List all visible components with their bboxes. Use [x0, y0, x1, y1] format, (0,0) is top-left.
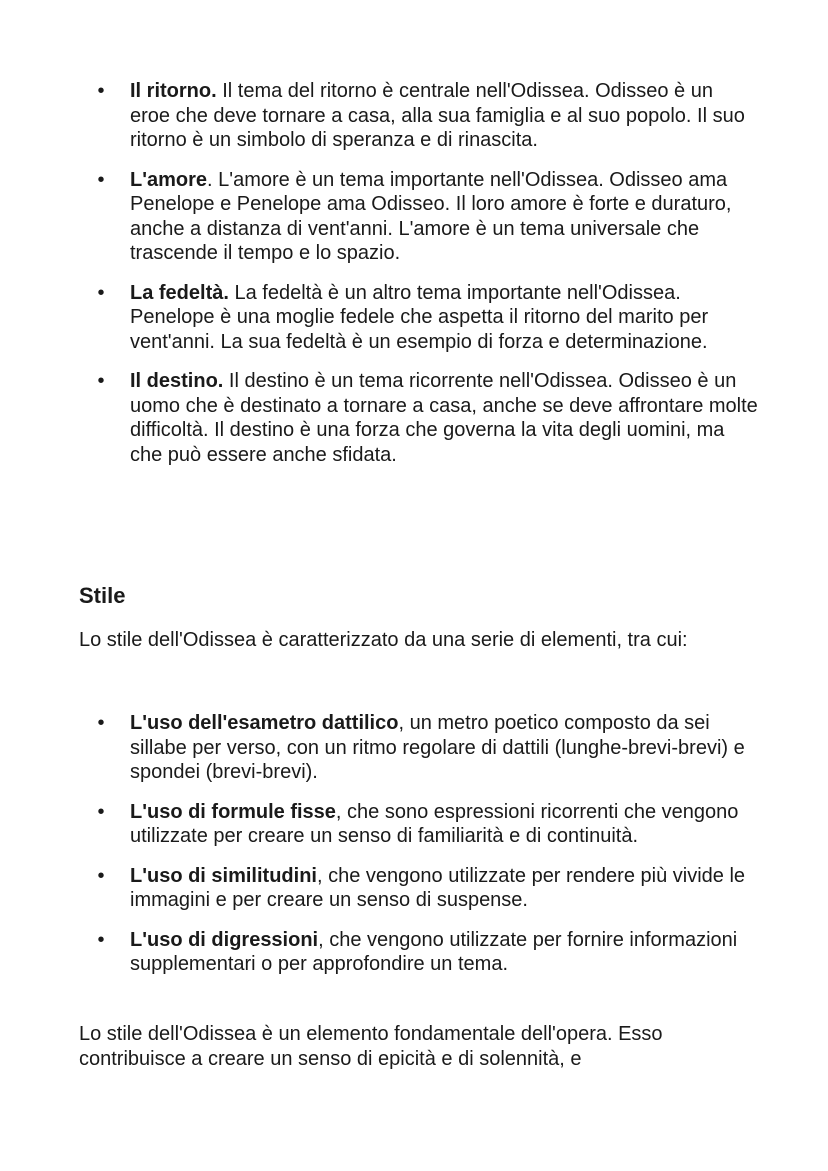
list-item [0, 711, 828, 785]
item-text: Il destino è un tema ricorrente nell'Odissea. Odisseo è un uomo che è destinato a tornare a casa, anche se deve affrontare molte difficoltà. Il destino è una forza che governa la vita degli uomini, ma che può essere anche sfidata. [130, 370, 758, 466]
bullet-icon: • [97, 928, 105, 951]
bullet-icon: • [97, 712, 105, 734]
item-term: L'uso dell'esametro dattilico [130, 712, 399, 734]
bullet-icon: • [97, 281, 105, 304]
bullet-icon: • [97, 370, 105, 392]
item-text: Il tema del ritorno è centrale nell'Odissea. Odisseo è un eroe che deve tornare a casa, alla sua famiglia e al suo popolo. Il suo ritorno è un simbolo di speranza e di rinascita. [130, 80, 745, 151]
item-term: L'uso di digressioni [130, 928, 319, 951]
bullet-icon: • [97, 800, 105, 823]
list-item [0, 864, 828, 913]
item-term: La fedeltà. [130, 281, 229, 304]
item-text: , che vengono utilizzate per rendere più vivide le immagini e per creare un senso di suspense. [130, 864, 746, 911]
list-item [0, 800, 828, 849]
bullet-icon: • [97, 80, 105, 102]
item-term: L'uso di formule fisse [130, 800, 336, 823]
list-item [0, 281, 828, 355]
list-item [0, 369, 828, 467]
section-intro: Lo stile dell'Odissea è caratterizzato da una serie di elementi, tra cui: [79, 629, 688, 651]
item-text: La fedeltà è un altro tema importante nell'Odissea. Penelope è una moglie fedele che aspetta il ritorno del marito per vent'anni. La sua fedeltà è un esempio di forza e determinazione. [130, 281, 709, 353]
list-item [0, 79, 828, 153]
item-term: L'uso di similitudini [130, 864, 317, 887]
item-term: L'amore [130, 168, 208, 191]
section-heading: Stile [79, 583, 126, 608]
section-conclusion: Lo stile dell'Odissea è un elemento fondamentale dell'opera. Esso contribuisce a creare un senso di epicità e di solennità, e [79, 1023, 663, 1070]
bullet-icon: • [97, 864, 105, 887]
item-term: Il destino. [130, 370, 224, 392]
themes-list [0, 79, 828, 482]
style-elements-list [0, 711, 828, 992]
item-term: Il ritorno. [130, 80, 217, 102]
item-text: , che vengono utilizzate per fornire informazioni supplementari o per approfondire un tema. [130, 928, 738, 975]
list-item [0, 928, 828, 977]
item-text: , che sono espressioni ricorrenti che vengono utilizzate per creare un senso di familiarità e di continuità. [130, 800, 739, 847]
item-text: , un metro poetico composto da sei sillabe per verso, con un ritmo regolare di dattili (lunghe-brevi-brevi) e spondei (brevi-brevi). [130, 712, 745, 783]
item-text: . L'amore è un tema importante nell'Odissea. Odisseo ama Penelope e Penelope ama Odisseo. Il loro amore è forte e duraturo, anche a distanza di vent'anni. L'amore è un tema universale che trascende il tempo e lo spazio. [130, 168, 732, 264]
list-item [0, 168, 828, 266]
bullet-icon: • [97, 168, 105, 191]
